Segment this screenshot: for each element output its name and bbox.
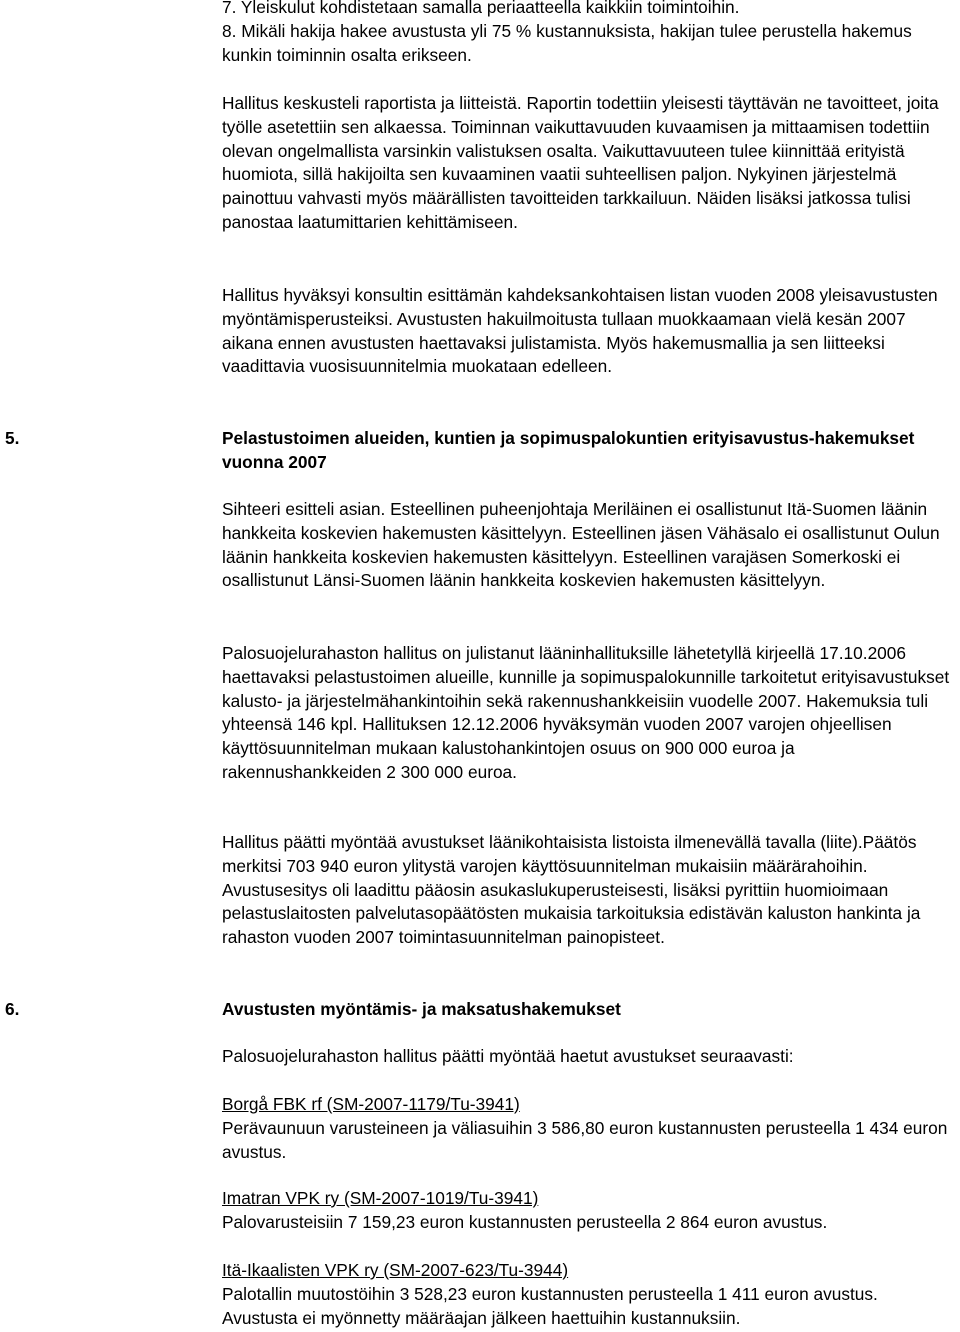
grant-description: Palovarusteisiin 7 159,23 euron kustannusten perusteella 2 864 euron avustus.: [222, 1211, 828, 1232]
section-paragraph: Hallitus päätti myöntää avustukset läänikohtaisista listoista ilmenevällä tavalla (liite).Päätös merkitsi 703 940 euron ylitystä varojen käyttösuunnitelman mukaisiin määrärahoihin. Avustusesitys oli laadittu pääosin asukaslukuperusteisesti, lisäksi pyrittiin huomioimaan pelastuslaitosten palvelutasopäätösten mukaisia tarkoituksia edistävän kaluston hankinta ja rahaston vuoden 2007 toimintasuunnitelman painopisteet.: [222, 832, 921, 948]
section-number: 5.: [5, 428, 20, 448]
list-item-8: 8. Mikäli hakija hakee avustusta yli 75 % kustannuksista, hakijan tulee perustella hakemus kunkin toiminnin osalta erikseen.: [222, 21, 912, 65]
paragraph-report: Hallitus keskusteli raportista ja liitteistä. Raportin todettiin yleisesti täyttävän ne tavoitteet, joita työlle asetettiin sen alkaessa. Toiminnan vaikuttavuuden kuvaamisen ja mittaamisen todettiin olevan ongelmallista varsinkin valistuksen osalta. Vaikuttavuuteen tulee kiinnittää erityistä huomiota, sillä hakijoilta sen kuvaaminen vaatii suhteellisen paljon. Nykyinen järjestelmä painottuu vahvasti myös määrällisten tavoitteiden tarkkailuun. Näiden lisäksi jatkossa tulisi panostaa laatumittarien kehittämiseen.: [222, 93, 939, 232]
grant-item: [222, 1259, 952, 1330]
grant-description: Perävaunuun varusteineen ja väliasuihin 3 586,80 euron kustannusten perusteella 1 434 euron avustus.: [222, 1117, 948, 1162]
grant-applicant: Itä-Ikaalisten VPK ry (SM-2007-623/Tu-3944): [222, 1260, 569, 1280]
grant-description: Palotallin muutostöihin 3 528,23 euron kustannusten perusteella 1 411 euron avustus. Avustusta ei myönnetty määräajan jälkeen haettuihin kustannuksiin.: [222, 1283, 878, 1328]
section-intro: Palosuojelurahaston hallitus päätti myöntää haetut avustukset seuraavasti:: [222, 1046, 794, 1066]
section-number: 6.: [5, 999, 20, 1019]
grant-item: [222, 1093, 952, 1164]
list-item-7: 7. Yleiskulut kohdistetaan samalla periaatteella kaikkiin toimintoihin.: [222, 0, 740, 17]
grant-item: [222, 1187, 952, 1235]
grant-applicant: Borgå FBK rf (SM-2007-1179/Tu-3941): [222, 1094, 520, 1114]
section-paragraph: Sihteeri esitteli asian. Esteellinen puheenjohtaja Meriläinen ei osallistunut Itä-Suomen läänin hankkeita koskevien hakemusten käsittelyyn. Esteellinen jäsen Vähäsalo ei osallistunut Oulun läänin hankkeita koskevien hakemusten käsittelyyn. Esteellinen varajäsen Somerkoski ei osallistunut Länsi-Suomen läänin hankkeita koskevien hakemusten käsittelyyn.: [222, 499, 940, 591]
paragraph-approval: Hallitus hyväksyi konsultin esittämän kahdeksankohtaisen listan vuoden 2008 yleisavustusten myöntämisperusteiksi. Avustusten hakuilmoitusta tullaan muokkaamaan vielä kesän 2007 aikana ennen avustusten haettavaksi julistamista. Myös hakemusmallia ja sen liitteeksi vaadittavia vuosisuunnitelmia muokataan edelleen.: [222, 285, 938, 377]
section-heading: Avustusten myöntämis- ja maksatushakemukset: [222, 999, 621, 1019]
section-heading: Pelastustoimen alueiden, kuntien ja sopimuspalokuntien erityisavustus-hakemukset vuonna 2007: [222, 428, 915, 472]
section-paragraph: Palosuojelurahaston hallitus on julistanut lääninhallituksille lähetetyllä kirjeellä 17.10.2006 haettavaksi pelastustoimen alueille, kunnille ja sopimuspalokunnille tarkoitetut erityisavustukset kalusto- ja järjestelmähankintoihin sekä rakennushankkeisiin vuodelle 2007. Hakemuksia tuli yhteensä 146 kpl. Hallituksen 12.12.2006 hyväksymän vuoden 2007 varojen ohjeellisen käyttösuunnitelman mukaan kalustohankintojen osuus on 900 000 euroa ja rakennushankkeiden 2 300 000 euroa.: [222, 643, 950, 782]
grant-applicant: Imatran VPK ry (SM-2007-1019/Tu-3941): [222, 1188, 539, 1208]
